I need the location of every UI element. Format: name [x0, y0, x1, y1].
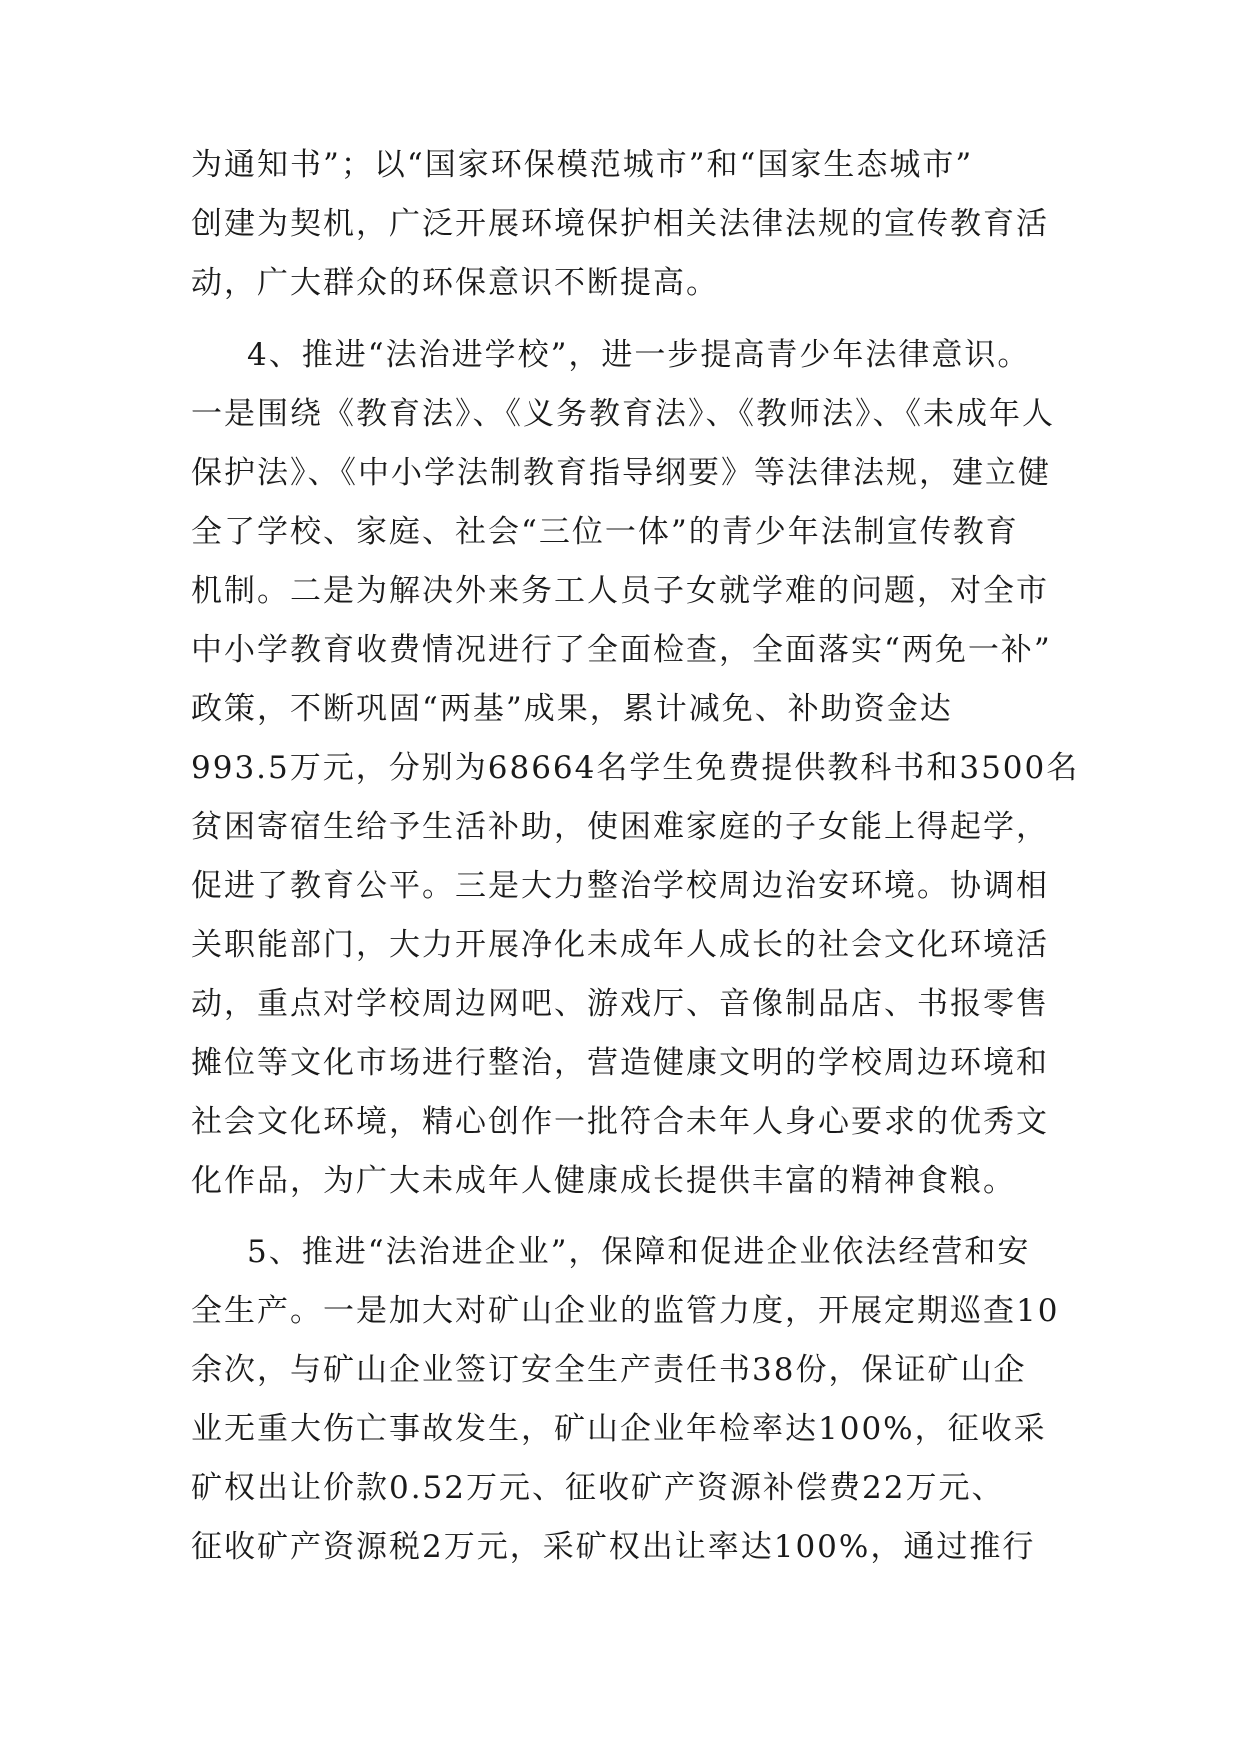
- text-line: 创建为契机，广泛开展环境保护相关法律法规的宣传教育活: [191, 206, 1049, 242]
- text-line: 保护法》、《中小学法制教育指导纲要》等法律法规，建立健: [191, 455, 1051, 491]
- text-line: 中小学教育收费情况进行了全面检查，全面落实“两免一补”: [191, 632, 1052, 668]
- text-line: 关职能部门，大力开展净化未成年人成长的社会文化环境活: [191, 927, 1049, 963]
- text-line: 业无重大伤亡事故发生，矿山企业年检率达100%，征收采: [191, 1411, 1047, 1447]
- text-line: 993.5万元，分别为68664名学生免费提供教科书和3500名: [191, 750, 1080, 786]
- text-line: 余次，与矿山企业签订安全生产责任书38份，保证矿山企: [191, 1352, 1027, 1388]
- text-line: 一是围绕《教育法》、《义务教育法》、《教师法》、《未成年人: [191, 396, 1055, 432]
- paragraph-5-first-line: 5、推进“法治进企业”，保障和促进企业依法经营和安: [247, 1234, 1031, 1270]
- text-line: 动，广大群众的环保意识不断提高。: [191, 265, 719, 301]
- text-line: 全了学校、家庭、社会“三位一体”的青少年法制宣传教育: [191, 514, 1019, 550]
- text-line: 社会文化环境，精心创作一批符合未年人身心要求的优秀文: [191, 1104, 1049, 1140]
- text-line: 动，重点对学校周边网吧、游戏厅、音像制品店、书报零售: [191, 986, 1049, 1022]
- paragraph-4-first-line: 4、推进“法治进学校”，进一步提高青少年法律意识。: [247, 337, 1031, 373]
- text-line: 全生产。一是加大对矿山企业的监管力度，开展定期巡查10: [191, 1293, 1060, 1329]
- text-line: 贫困寄宿生给予生活补助，使困难家庭的子女能上得起学，: [191, 809, 1049, 845]
- text-line: 矿权出让价款0.52万元、征收矿产资源补偿费22万元、: [191, 1470, 1005, 1506]
- text-line: 政策，不断巩固“两基”成果，累计减免、补助资金达: [191, 691, 953, 727]
- text-line: 化作品，为广大未成年人健康成长提供丰富的精神食粮。: [191, 1163, 1016, 1199]
- text-line: 摊位等文化市场进行整治，营造健康文明的学校周边环境和: [191, 1045, 1049, 1081]
- text-line: 为通知书”；以“国家环保模范城市”和“国家生态城市”: [191, 147, 974, 183]
- text-line: 促进了教育公平。三是大力整治学校周边治安环境。协调相: [191, 868, 1049, 904]
- text-line: 征收矿产资源税2万元，采矿权出让率达100%，通过推行: [191, 1529, 1036, 1565]
- text-line: 机制。二是为解决外来务工人员子女就学难的问题，对全市: [191, 573, 1049, 609]
